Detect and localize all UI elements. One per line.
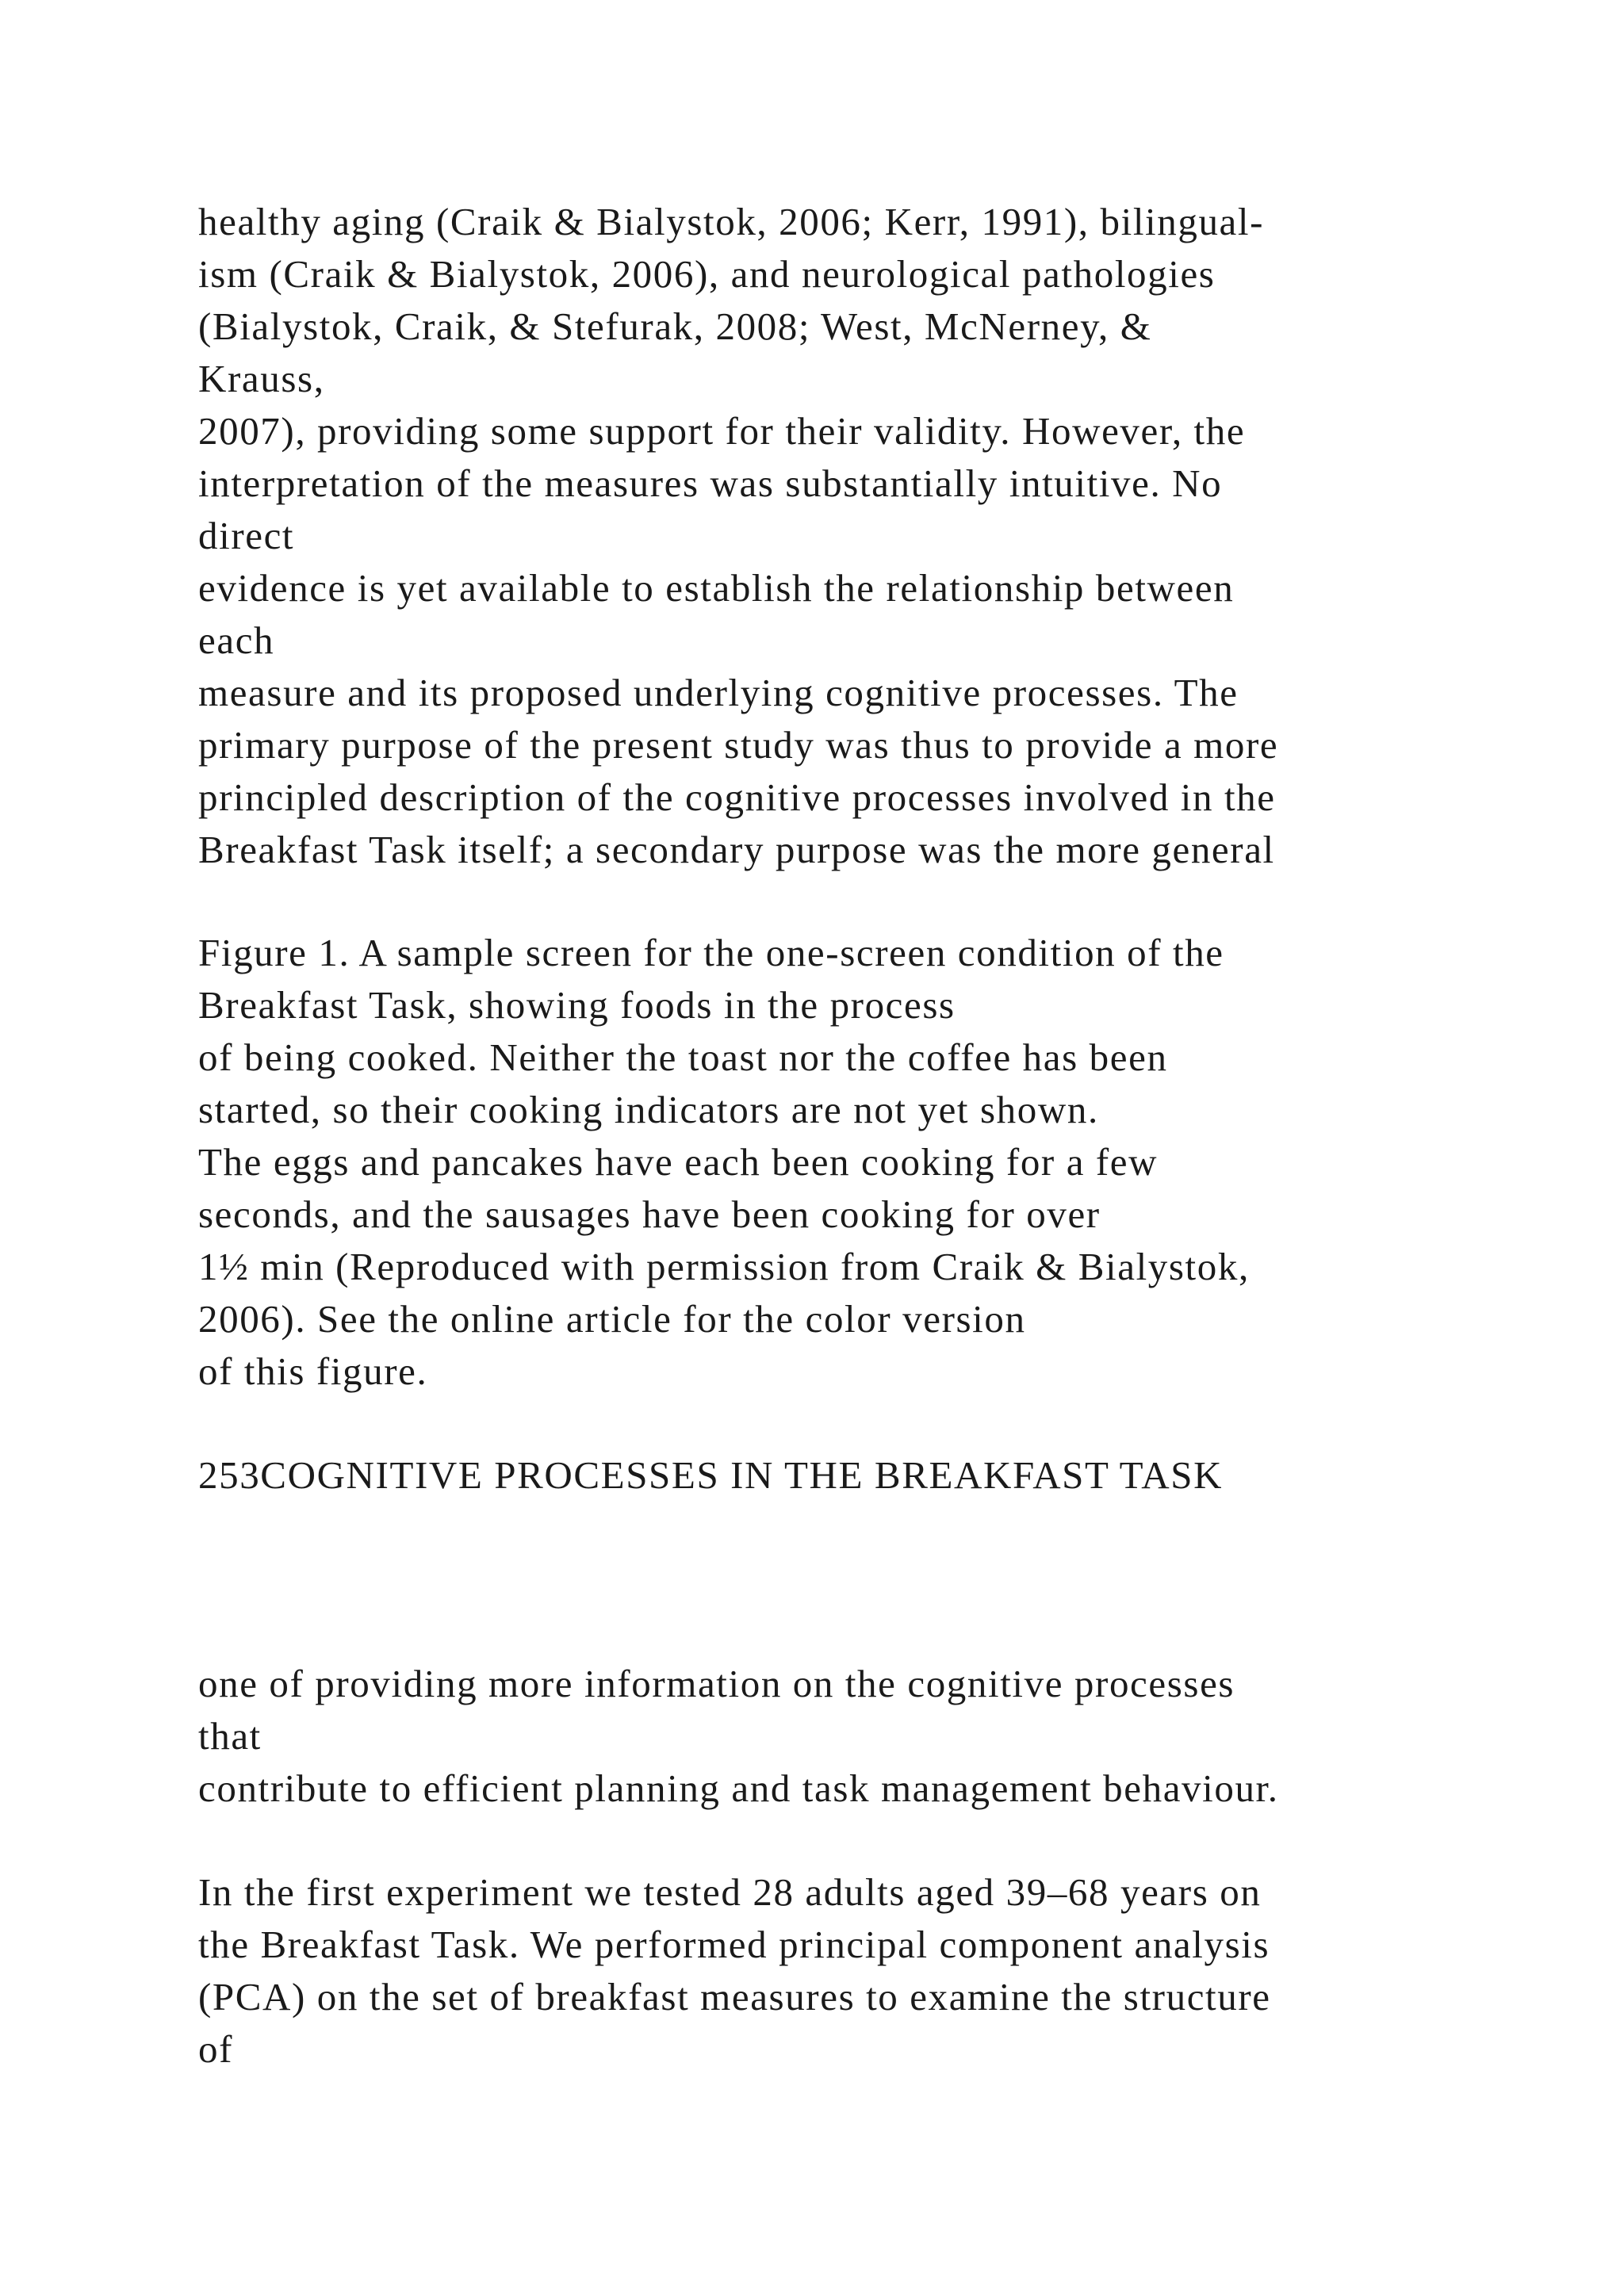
text-line: healthy aging (Craik & Bialystok, 2006; Kerr, 1991), bilingual- bbox=[198, 200, 1265, 243]
running-header-text: 253COGNITIVE PROCESSES IN THE BREAKFAST TASK bbox=[198, 1453, 1224, 1497]
text-line: 1½ min (Reproduced with permission from Craik & Bialystok, bbox=[198, 1245, 1250, 1288]
text-line: one of providing more information on the cognitive processes bbox=[198, 1662, 1235, 1705]
text-line: each bbox=[198, 618, 275, 662]
text-line: started, so their cooking indicators are not yet shown. bbox=[198, 1088, 1099, 1131]
text-line: primary purpose of the present study was thus to provide a more bbox=[198, 723, 1279, 767]
paragraph-intro-validity bbox=[198, 196, 1546, 876]
text-line: Breakfast Task, showing foods in the process bbox=[198, 983, 956, 1027]
text-line: principled description of the cognitive processes involved in the bbox=[198, 775, 1276, 819]
text-line: Figure 1. A sample screen for the one-screen condition of the bbox=[198, 931, 1224, 974]
text-line: the Breakfast Task. We performed principal component analysis bbox=[198, 1923, 1270, 1966]
text-line: that bbox=[198, 1714, 262, 1758]
text-line: In the first experiment we tested 28 adults aged 39–68 years on bbox=[198, 1870, 1262, 1914]
paragraph-continuation bbox=[198, 1658, 1546, 1815]
text-line: evidence is yet available to establish the relationship between bbox=[198, 566, 1235, 610]
text-line: contribute to efficient planning and task management behaviour. bbox=[198, 1766, 1279, 1810]
text-line: (PCA) on the set of breakfast measures to examine the structure bbox=[198, 1975, 1271, 2019]
text-line: of bbox=[198, 2027, 234, 2071]
text-line: ism (Craik & Bialystok, 2006), and neurological pathologies bbox=[198, 252, 1216, 296]
running-header bbox=[198, 1449, 1546, 1502]
text-line: seconds, and the sausages have been cooking for over bbox=[198, 1192, 1101, 1236]
text-line: of this figure. bbox=[198, 1349, 428, 1393]
text-line: The eggs and pancakes have each been cooking for a few bbox=[198, 1140, 1159, 1184]
text-line: of being cooked. Neither the toast nor the coffee has been bbox=[198, 1035, 1168, 1079]
text-line: Krauss, bbox=[198, 357, 325, 400]
figure-caption bbox=[198, 927, 1546, 1398]
text-line: measure and its proposed underlying cognitive processes. The bbox=[198, 671, 1239, 714]
text-line: 2006). See the online article for the color version bbox=[198, 1297, 1026, 1341]
text-line: 2007), providing some support for their validity. However, the bbox=[198, 409, 1246, 453]
text-line: (Bialystok, Craik, & Stefurak, 2008; West, McNerney, & bbox=[198, 304, 1152, 348]
text-line: interpretation of the measures was substantially intuitive. No bbox=[198, 461, 1223, 505]
text-line: Breakfast Task itself; a secondary purpose was the more general bbox=[198, 828, 1275, 871]
text-line: direct bbox=[198, 514, 295, 557]
paragraph-first-experiment bbox=[198, 1866, 1546, 2076]
